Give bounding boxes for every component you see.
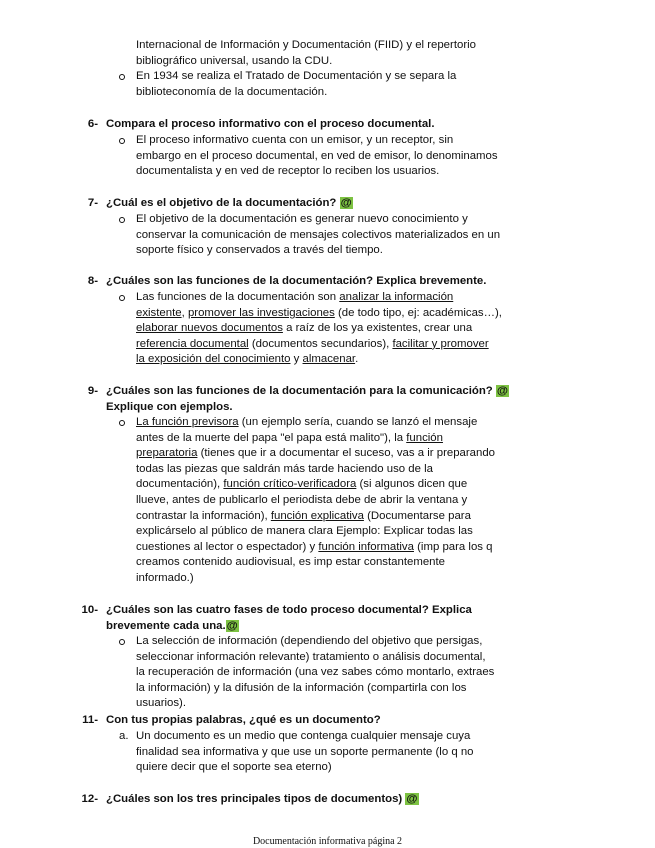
answer-line: creamos contenido audiovisual, es imp estar constantemente	[136, 556, 445, 569]
page-footer: Documentación informativa página 2	[252, 836, 403, 847]
answer-line: El objetivo de la documentación es generar nuevo conocimiento y	[136, 213, 468, 225]
answer-line: Las funciones de la documentación son analizar la información	[136, 291, 454, 303]
list-letter: a.	[119, 730, 129, 742]
question-title: ¿Cuáles son las funciones de la documentación para la comunicación? @	[106, 385, 509, 397]
answer-line: La función previsora (un ejemplo sería, cuando se lanzó el mensaje	[136, 416, 478, 428]
answer-line: antes de la muerte del papa "el papa está malito"), la función	[136, 431, 443, 444]
question-title: Explique con ejemplos.	[106, 400, 233, 413]
answer-line: la exposición del conocimiento y almacenar.	[136, 353, 359, 366]
answer-line: la recuperación de información (una vez sabes cómo montarlo, extraes	[136, 666, 495, 679]
question-title: Con tus propias palabras, ¿qué es un documento?	[106, 714, 381, 726]
question-number: 7-	[87, 197, 98, 209]
answer-line: Un documento es un medio que contenga cualquier mensaje cuya	[136, 730, 471, 742]
bullet-icon	[119, 74, 125, 80]
answer-line: preparatoria (tienes que ir a documentar el suceso, vas a ir preparando	[136, 447, 496, 460]
question-title: brevemente cada una.@	[106, 619, 238, 632]
question-number: 11-	[82, 714, 98, 726]
answer-line: documentación), función crítico-verificadora (si algunos dicen que	[136, 478, 468, 491]
continuation-line: bibliográfico universal, usando la CDU.	[136, 54, 333, 67]
answer-line: informado.)	[136, 572, 194, 584]
answer-line: La selección de información (dependiendo del objetivo que persigas,	[136, 635, 483, 647]
bullet-icon	[119, 295, 125, 301]
question-title: ¿Cuáles son las cuatro fases de todo proceso documental? Explica	[106, 604, 472, 616]
answer-line: contrastar la información), función explicativa (Documentarse para	[136, 509, 471, 522]
highlight-mark: @	[340, 197, 352, 209]
question-title: ¿Cuáles son las funciones de la documentación? Explica brevemente.	[106, 275, 487, 287]
question-number: 10-	[81, 604, 98, 616]
answer-line: llueve, antes de publicarlo el periodista debe de abrir la ventana y	[136, 494, 468, 506]
question-number: 12-	[81, 793, 98, 805]
answer-line: soporte físico y conservados a través del tiempo.	[136, 244, 383, 257]
question-number: 9-	[87, 385, 98, 397]
bullet-icon	[119, 639, 125, 645]
answer-line: cuestiones al lector o espectador) y función informativa (imp para los q	[136, 540, 493, 553]
answer-line: El proceso informativo cuenta con un emisor, y un receptor, sin	[136, 134, 454, 146]
question-title: ¿Cuál es el objetivo de la documentación? @	[106, 197, 352, 209]
answer-line: conservar la comunicación de mensajes colectivos materializados en un	[136, 228, 501, 241]
highlight-mark: @	[226, 619, 238, 632]
question-title: ¿Cuáles son los tres principales tipos de documentos) @	[106, 793, 418, 805]
bullet-icon	[119, 420, 125, 426]
answer-line: quiere decir que el soporte sea eterno)	[136, 761, 332, 774]
answer-line: referencia documental (documentos secundarios), facilitar y promover	[136, 337, 489, 350]
question-title: Compara el proceso informativo con el proceso documental.	[106, 118, 435, 130]
question-number: 8-	[87, 275, 98, 287]
bullet-text: En 1934 se realiza el Tratado de Documentación y se separa la	[136, 70, 457, 82]
answer-line: explicárselo al público de manera clara Ejemplo: Explicar todas las	[136, 525, 473, 538]
question-number: 6-	[87, 118, 98, 130]
highlight-mark: @	[496, 385, 509, 397]
answer-line: todas las piezas que saldrán más tarde haciendo uso de la	[136, 462, 433, 475]
answer-line: seleccionar información relevante) tratamiento o análisis documental,	[136, 650, 486, 663]
answer-line: documentalista y en ved de receptor lo reciben los usuarios.	[136, 165, 440, 178]
bullet-icon	[119, 138, 125, 144]
answer-line: embargo en el proceso documental, en ved de emisor, lo denominamos	[136, 149, 498, 162]
answer-line: la información) y la difusión de la información (compartirla con los	[136, 681, 467, 694]
bullet-text: biblioteconomía de la documentación.	[136, 85, 328, 98]
highlight-mark: @	[406, 793, 418, 805]
answer-line: finalidad sea informativa y que use un soporte permanente (lo q no	[136, 745, 474, 758]
answer-line: elaborar nuevos documentos a raíz de los ya existentes, crear una	[136, 322, 473, 335]
answer-line: usuarios).	[136, 697, 187, 710]
continuation-line: Internacional de Información y Documentación (FIID) y el repertorio	[136, 39, 476, 51]
bullet-icon	[119, 217, 125, 223]
answer-line: existente, promover las investigaciones (de todo tipo, ej: académicas…),	[136, 306, 502, 319]
